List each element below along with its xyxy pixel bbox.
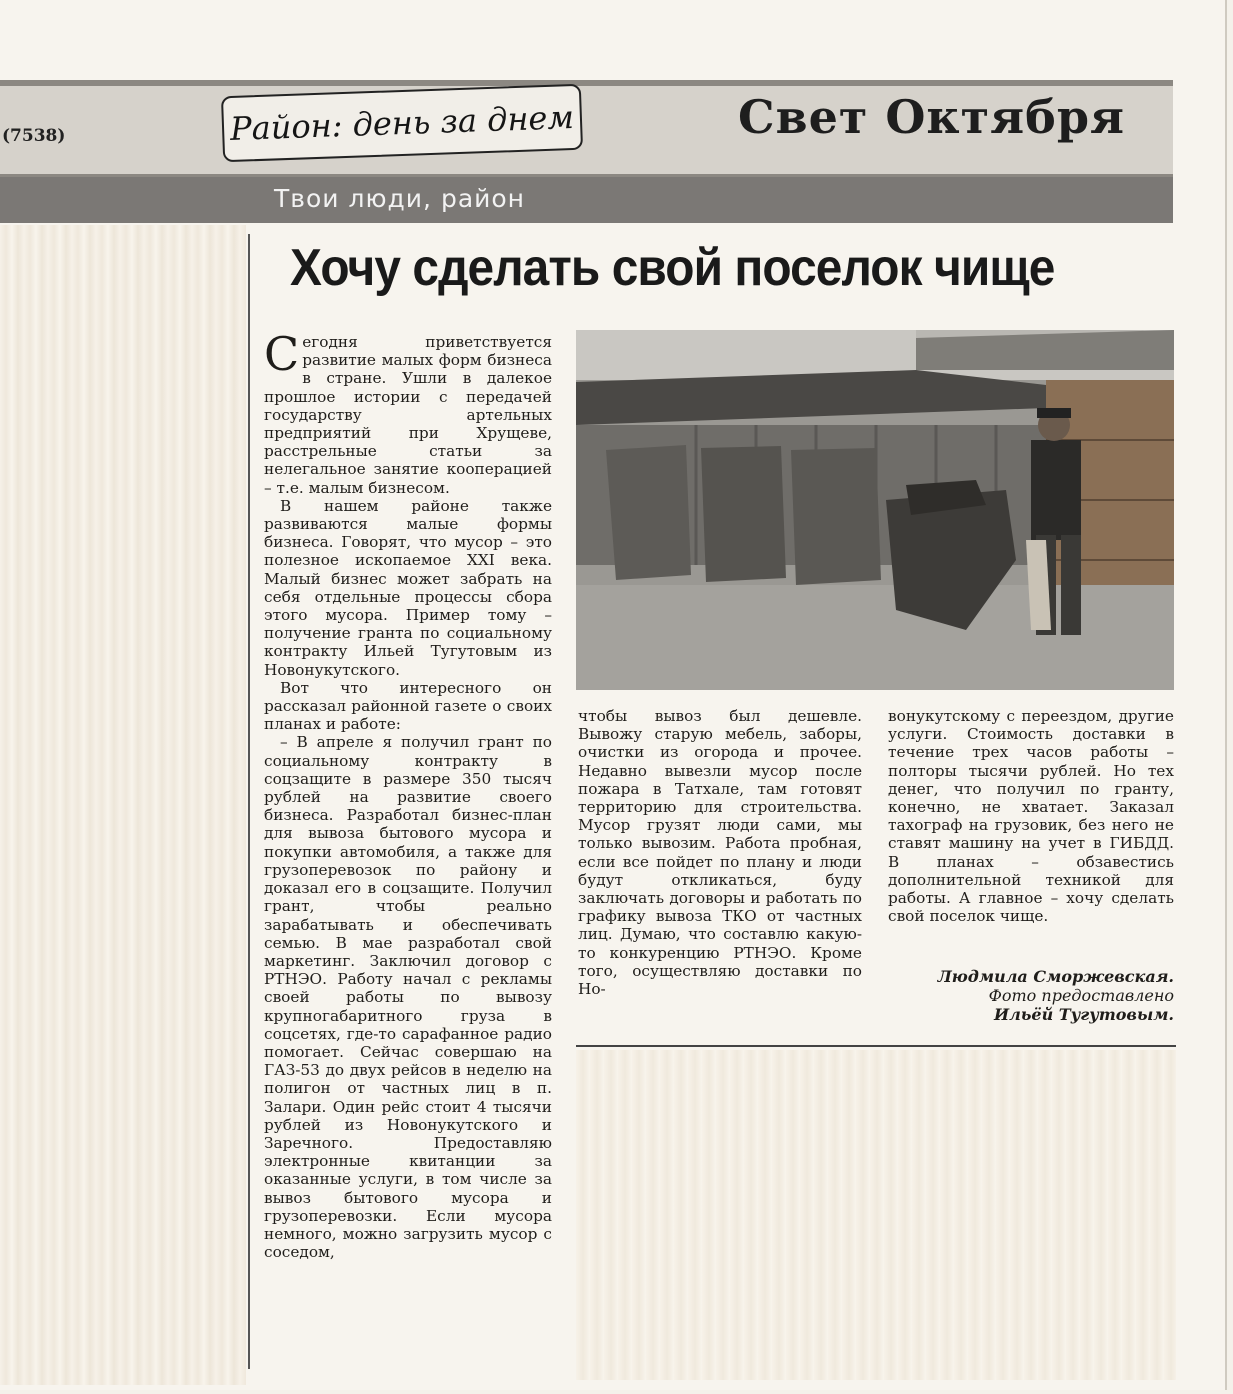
paragraph-5: чтобы вывоз был дешевле. Вывожу старую мебель, заборы, очистки из огорода и прочее. Недавно вывезли мусор после пожара в Татхале, там готовят территорию для строительства. Мусор грузят люди сами, мы только вывозим. Работа пробная, если все пойдет по плану и люди будут откликаться, буду заключать договоры и работать по графику вывоза ТКО от частных лиц. Думаю, что составлю какую-то конкуренцию РТНЭО. Кроме того, осуществляю доставки по Но-	[578, 707, 862, 999]
drop-cap: С	[264, 327, 300, 381]
article-photo	[576, 330, 1174, 690]
section-bar	[0, 177, 1173, 223]
paragraph-6: вонукутскому с переездом, другие услуги. Стоимость доставки в течение трех часов работы – полторы тысячи рублей. Но тех денег, что получил по гранту, конечно, не хватает. Заказал тахограф на грузовик, без него не ставят машину на учет в ГИБДД. В планах – обзавестись дополнительной техникой для работы. А главное – хочу сделать свой поселок чище.	[888, 707, 1174, 926]
rubric-label: Район: день за днем	[221, 84, 583, 163]
newspaper-masthead: Свет Октября	[738, 90, 1125, 144]
paragraph-1: Сегодня приветствуется развитие малых форм бизнеса в стране. Ушли в далекое прошлое истории с передачей государству артельных предприятий при Хрущеве, расстрельные статьи за нелегальное занятие кооперацией – т.е. малым бизнесом.	[264, 327, 552, 497]
paragraph-3: Вот что интересного он рассказал районной газете о своих планах и работе:	[264, 678, 552, 734]
photo-man-with-garbage-containers	[576, 330, 1174, 690]
blank-bottom-area	[576, 1050, 1176, 1380]
blank-left-margin	[0, 225, 246, 1385]
column-divider	[248, 234, 250, 1369]
section-title: Твои люди, район	[274, 184, 526, 213]
article-end-rule	[576, 1045, 1176, 1047]
photo-credit-line-2: Ильёй Тугутовым.	[994, 1005, 1174, 1024]
article-column-3	[888, 707, 1174, 925]
article-column-1	[264, 327, 552, 1262]
photo-credit-line-1: Фото предоставлено	[988, 986, 1174, 1005]
paragraph-2: В нашем районе также развиваются малые формы бизнеса. Говорят, что мусор – это полезное ископаемое XXI века. Малый бизнес может забрать на себя отдельные процессы сбора этого мусора. Пример тому – получение гранта по социальному контракту Ильей Тугутовым из Новонукутского.	[264, 496, 552, 679]
issue-number: (7538)	[2, 126, 66, 146]
article-headline: Хочу сделать свой поселок чище	[290, 239, 1055, 297]
article-column-2	[578, 707, 862, 998]
author-name: Людмила Сморжевская.	[937, 967, 1174, 986]
article-signature	[888, 967, 1174, 1024]
paragraph-4: – В апреле я получил грант по социальному контракту в соцзащите в размере 350 тысяч рублей на развитие своего бизнеса. Разработал бизнес-план для вывоза бытового мусора и покупки автомобиля, а также для грузоперевозок по району и доказал его в соцзащите. Получил грант, чтобы реально зарабатывать и обеспечивать семью. В мае разработал свой маркетинг. Заключил договор с РТНЭО. Работу начал с рекламы своей работы по вывозу крупногабаритного груза в соцсетях, где-то сарафанное радио помогает. Сейчас совершаю на ГАЗ-53 до двух рейсов в неделю на полигон от частных лиц в п. Залари. Один рейс стоит 4 тысячи рублей из Новонукутского и Заречного. Предоставляю электронные квитанции за оказанные услуги, в том числе за вывоз бытового мусора и грузоперевозки. Если мусора немного, можно загрузить мусор с соседом,	[264, 733, 552, 1262]
